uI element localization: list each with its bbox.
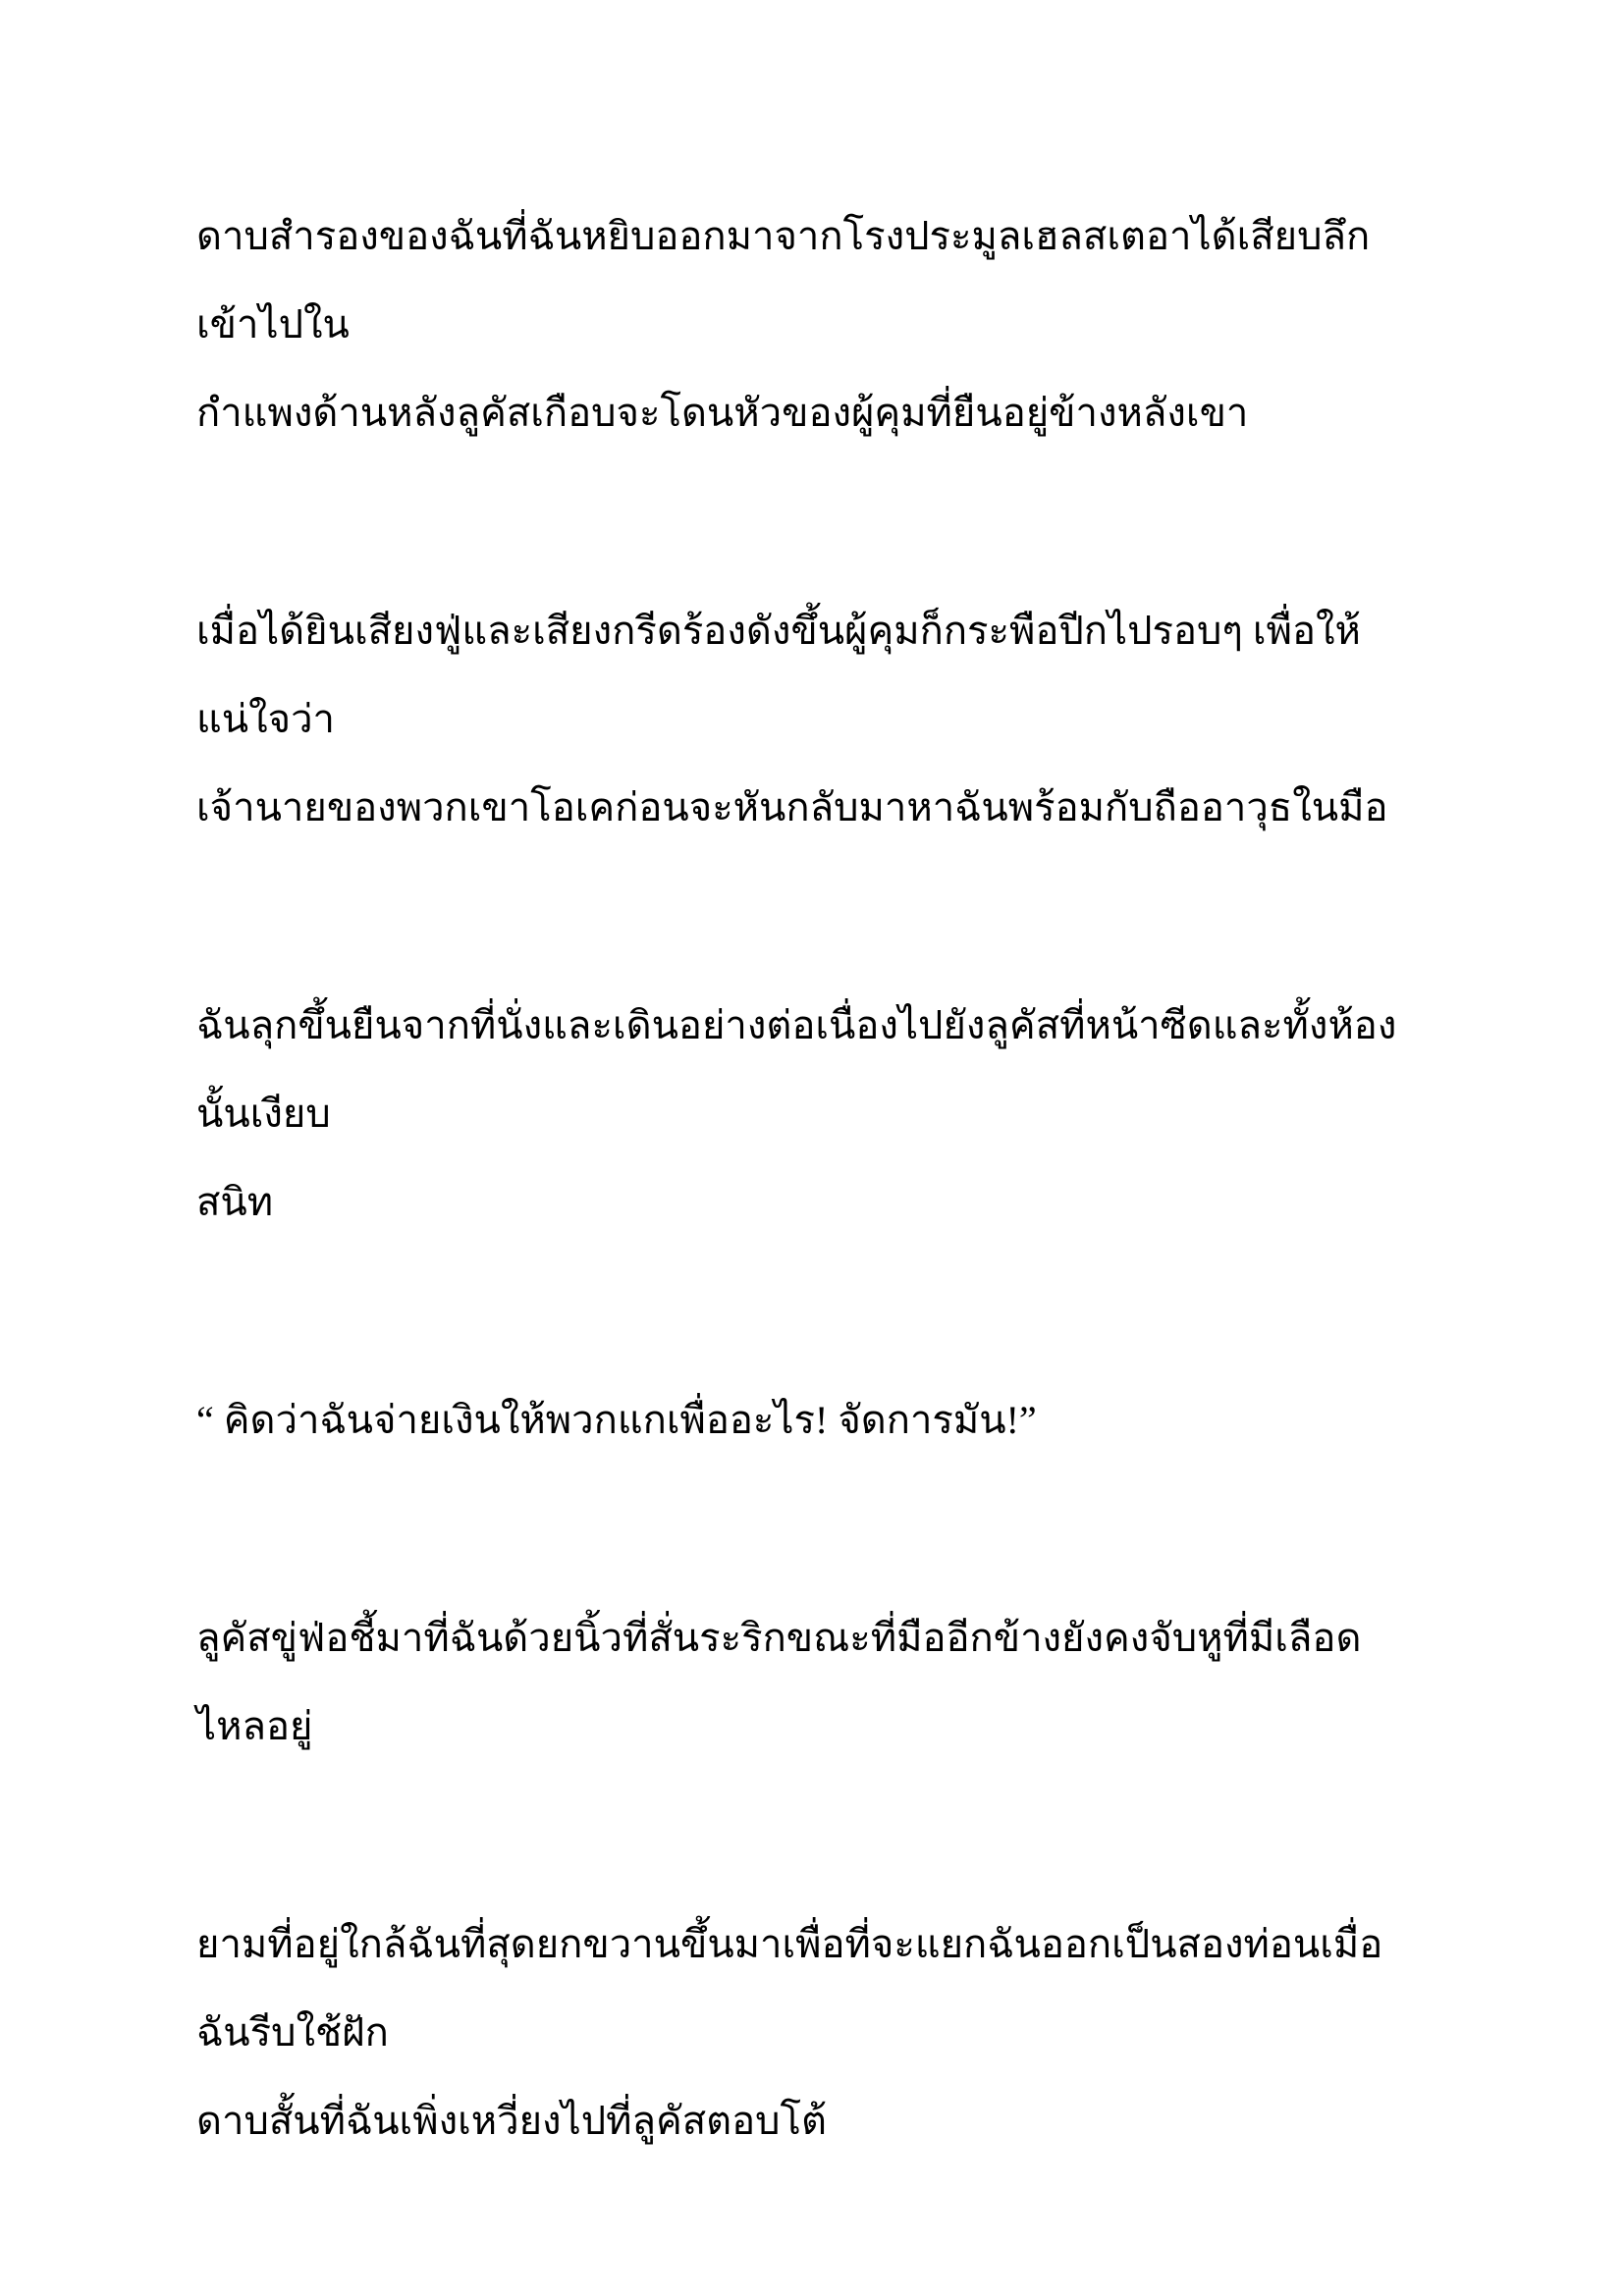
- text-line: ยามที่อยู่ใกล้ฉันที่สุดยกขวานขึ้นมาเพื่อที่จะแยกฉันออกเป็นสองท่อนเมื่อฉันรีบใช้ฝัก: [196, 1922, 1383, 2055]
- paragraph-4-dialogue-quote: [196, 1376, 1428, 1465]
- text-line: ลูคัสขู่ฟ่อชี้มาที่ฉันด้วยนิ้วที่สั่นระริกขณะที่มืออีกข้างยังคงจับหูที่มีเลือดไหลอยู่: [196, 1616, 1362, 1748]
- paragraph-3: [196, 982, 1428, 1247]
- paragraph-2: [196, 587, 1428, 852]
- paragraph-6: [196, 1900, 1428, 2165]
- text-line: เจ้านายของพวกเขาโอเคก่อนจะหันกลับมาหาฉันพร้อมกับถืออาวุธในมือ: [196, 785, 1388, 829]
- text-line: ดาบสั้นที่ฉันเพิ่งเหวี่ยงไปที่ลูคัสตอบโต้: [196, 2099, 827, 2143]
- text-line: กำแพงด้านหลังลูคัสเกือบจะโดนหัวของผู้คุมที่ยืนอยู่ข้างหลังเขา: [196, 391, 1249, 435]
- text-line: สนิท: [196, 1180, 274, 1224]
- paragraph-5: [196, 1594, 1428, 1771]
- text-line: ฉันลุกขึ้นยืนจากที่นั่งและเดินอย่างต่อเนื่องไปยังลูคัสที่หน้าซีดและทั้งห้องนั้นเงียบ: [196, 1003, 1397, 1136]
- text-line: เมื่อได้ยินเสียงฟู่และเสียงกรีดร้องดังขึ้นผู้คุมก็กระพือปีกไปรอบๆ เพื่อให้แน่ใจว่า: [196, 609, 1361, 741]
- text-line: ดาบสำรองของฉันที่ฉันหยิบออกมาจากโรงประมูลเฮลสเตอาได้เสียบลึกเข้าไปใน: [196, 214, 1371, 347]
- dialogue-line: “ คิดว่าฉันจ่ายเงินให้พวกแกเพื่ออะไร! จัดการมัน!”: [196, 1398, 1037, 1442]
- paragraph-1: [196, 192, 1428, 457]
